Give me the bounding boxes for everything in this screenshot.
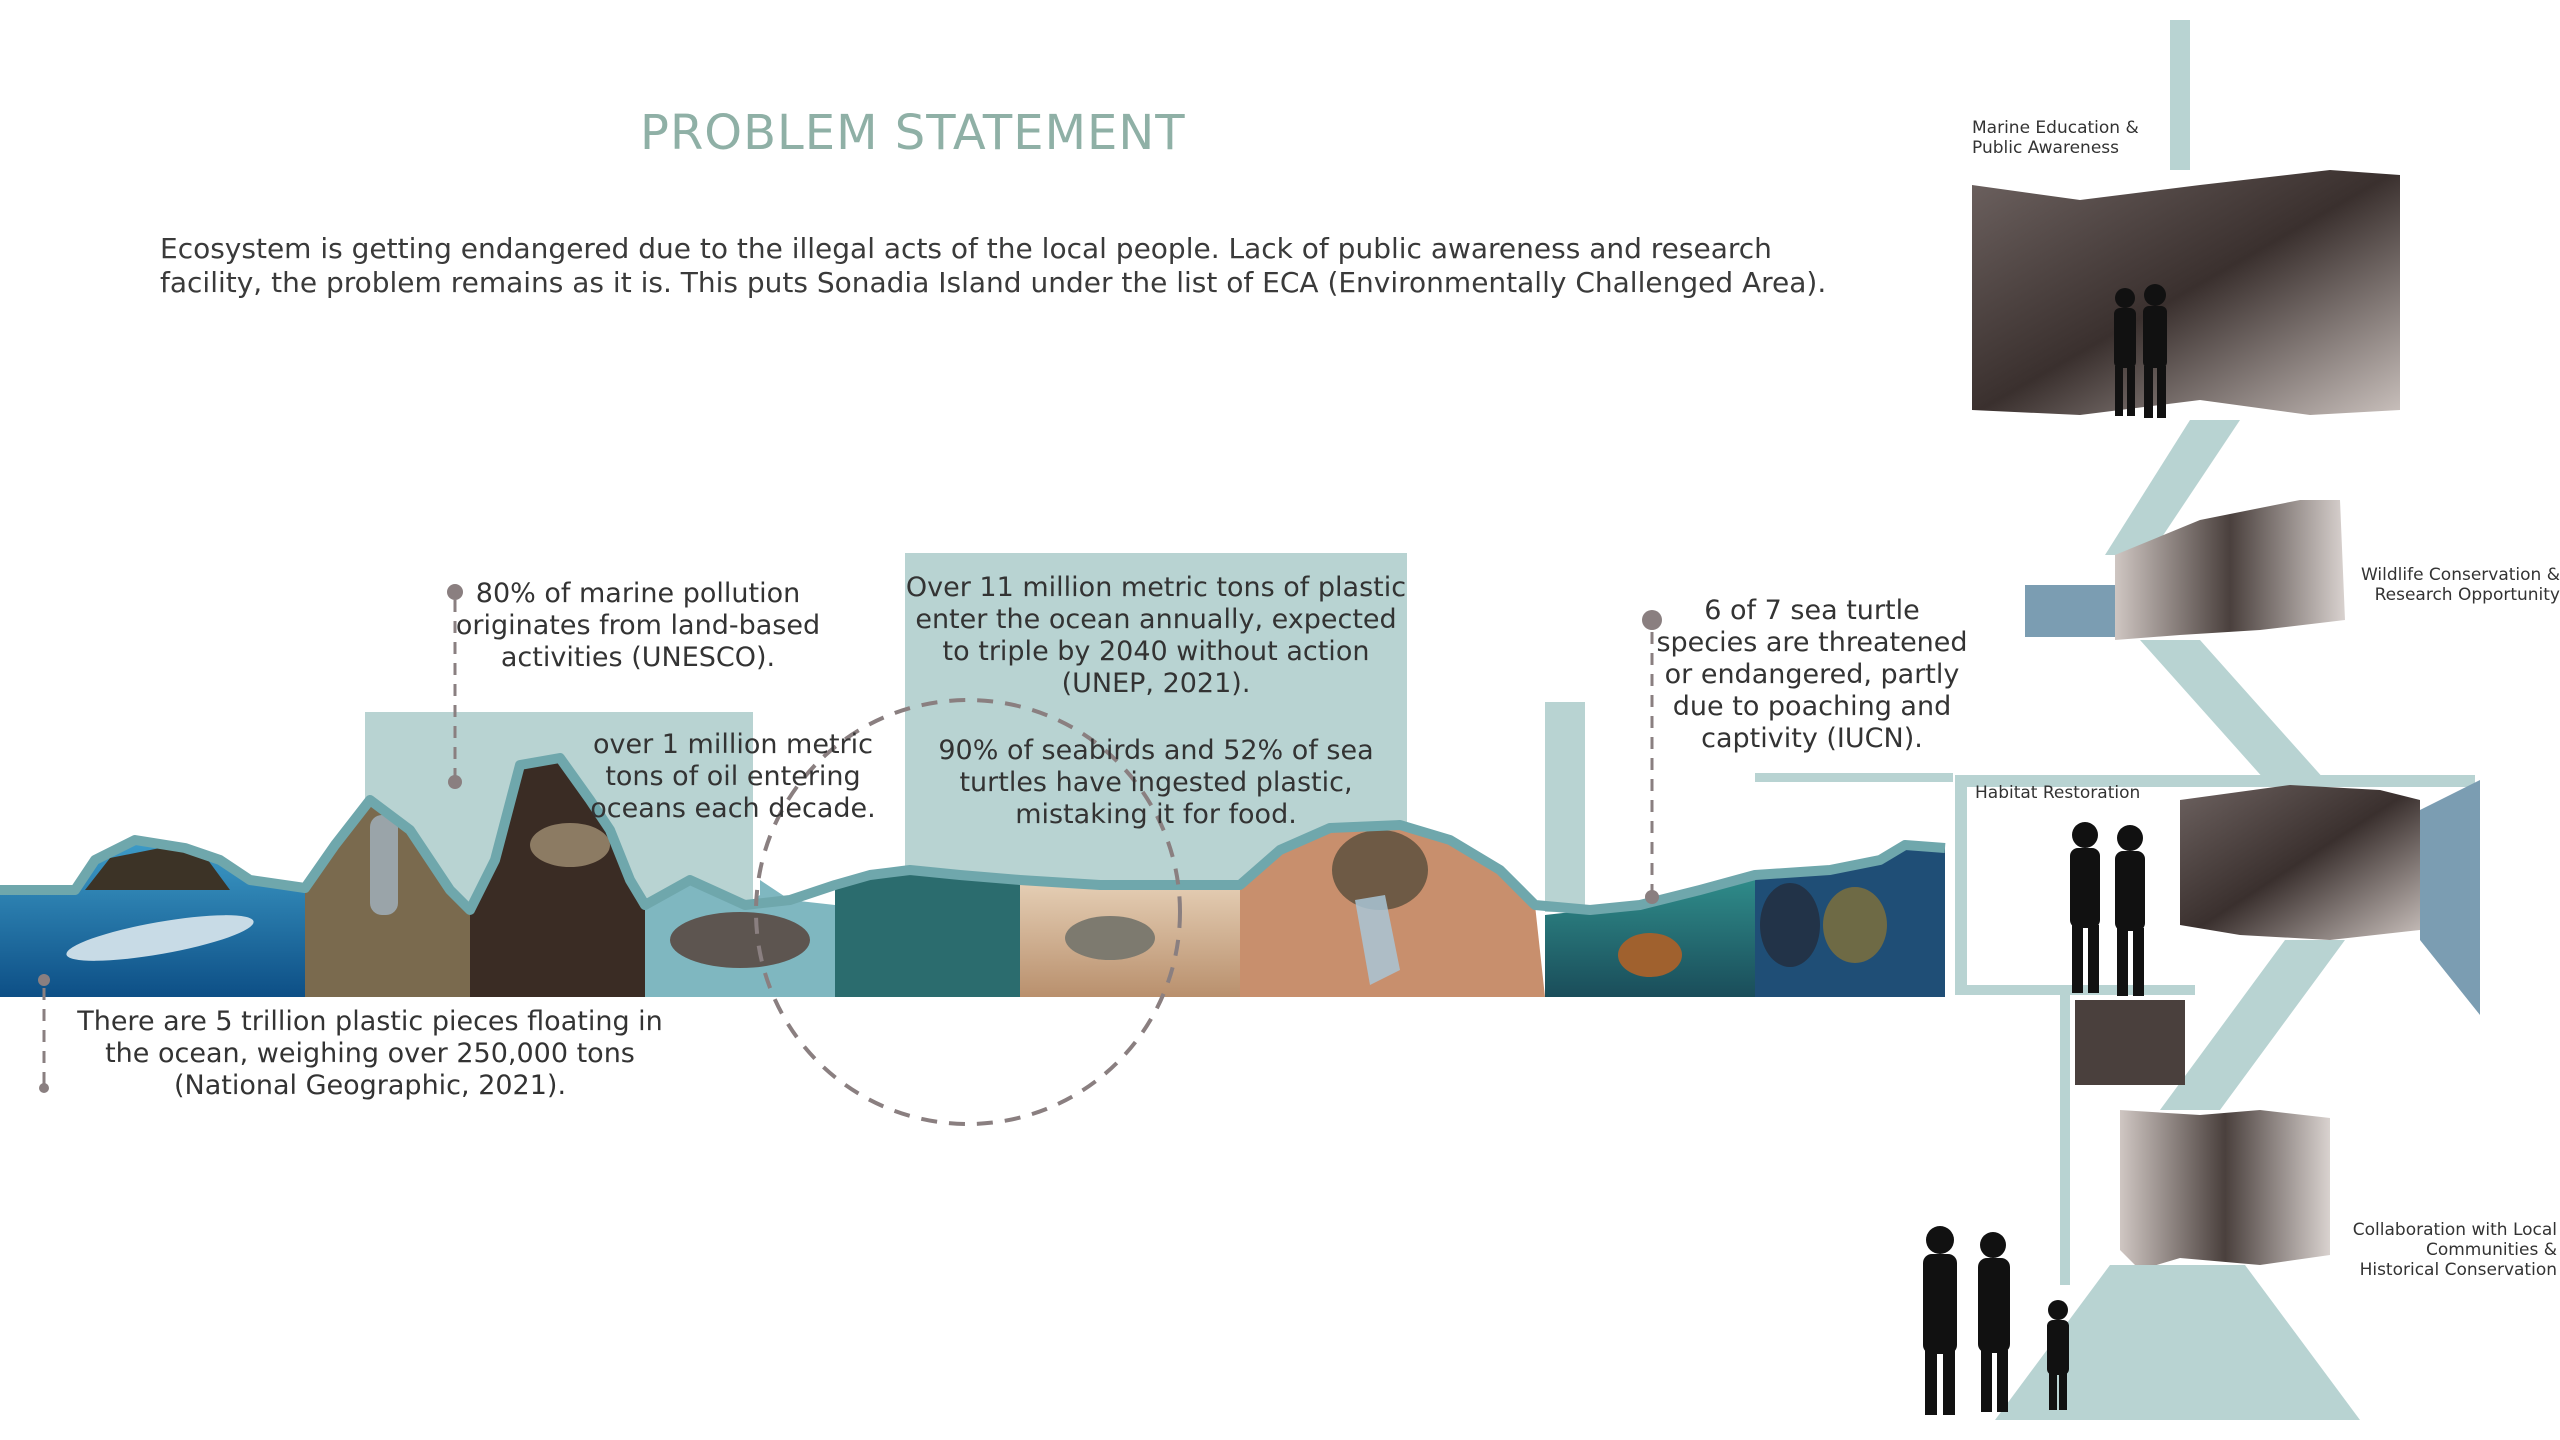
fact-land-pollution: 80% of marine pollution originates from land-based activities (UNESCO). [455, 578, 821, 673]
fact-plastic-pieces: There are 5 trillion plastic pieces floating in the ocean, weighing over 250,000 tons (National Geographic, 2021). [77, 1006, 663, 1101]
solution-diagram [1923, 20, 2480, 1420]
freed-turtle [1823, 887, 1887, 963]
vertical-stem [2060, 995, 2070, 1285]
fact-oil: over 1 million metric tons of oil entering oceans each decade. [590, 729, 876, 824]
page-title: PROBLEM STATEMENT [640, 105, 1186, 161]
photo-marine-education [1972, 170, 2400, 415]
top-stem [2170, 20, 2190, 170]
tangled-turtle [1618, 933, 1682, 977]
habitat-couple-silhouette [2070, 822, 2145, 996]
right-funnel [2420, 780, 2480, 1015]
pillar-right [1545, 702, 1585, 912]
net-on-sealion [530, 823, 610, 867]
label-habitat-restoration: Habitat Restoration [1975, 783, 2141, 803]
habitat-stem [1955, 775, 1967, 985]
photo-habitat-restoration [2180, 785, 2420, 940]
fact-ingested: 90% of seabirds and 52% of sea turtles have ingested plastic, mistaking it for food. [938, 735, 1374, 830]
label-wildlife-research: Wildlife Conservation & Research Opportunity [2360, 565, 2560, 605]
label-marine-education: Marine Education & Public Awareness [1972, 118, 2139, 158]
connector-2 [2140, 640, 2325, 780]
turtle-ledge [1755, 773, 1953, 782]
photo-speaker [2075, 1000, 2185, 1085]
intro-paragraph: Ecosystem is getting endangered due to the illegal acts of the local people. Lack of public awareness and research facility, the problem remains as it is. This puts Sonadia Island under the list of ECA (Environmentally Challenged Area). [160, 232, 1827, 299]
connector-3 [2160, 940, 2345, 1110]
seal-animal [670, 912, 810, 968]
photo-community [2120, 1110, 2330, 1270]
beach-turtle [1065, 916, 1155, 960]
diver-figure [1760, 883, 1820, 967]
fact-turtles: 6 of 7 sea turtle species are threatened or endangered, partly due to poaching and captivity (IUCN). [1656, 595, 1968, 754]
blue-tab-left [2025, 585, 2115, 637]
fact-plastic-tons: Over 11 million metric tons of plastic enter the ocean annually, expected to triple by 2040 without action (UNEP, 2021). [905, 572, 1407, 699]
heron-bird [370, 815, 398, 915]
label-community-collaboration: Collaboration with Local Communities & Historical Conservation [2352, 1220, 2557, 1280]
photo-plastic-rings [835, 870, 1020, 997]
